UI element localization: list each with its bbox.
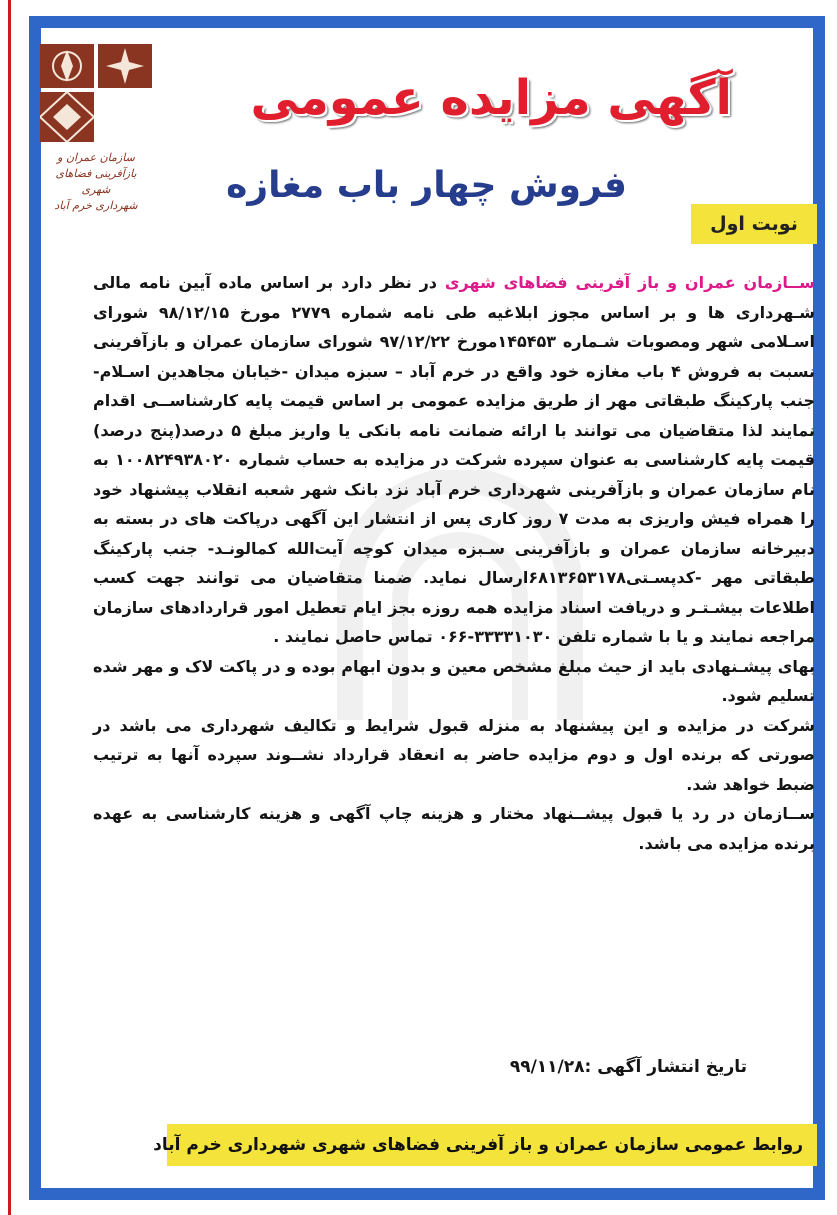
ornament-icon <box>40 44 94 88</box>
body-paragraph-2: بهای پیشـنهادی باید از حیث مبلغ مشخص معین و بدون ابهام بوده و در پاکت لاک و مهر شده تسلیم شود. <box>93 656 815 705</box>
logo-caption-line-3: شهرداری خرم آباد <box>54 199 138 212</box>
left-red-rule <box>8 0 11 1215</box>
notice-subtitle: فروش چهار باب مغازه <box>226 165 627 206</box>
logo-tile-top-right <box>98 44 152 88</box>
logo-tile-top-left <box>40 44 94 88</box>
lattice-ornament-icon <box>40 92 94 142</box>
body-paragraph-1-text: در نظر دارد بر اساس ماده آیین نامه مالی شـهرداری ها و بر اساس مجوز ابلاغیه طی نامه شماره ۲۷۷۹ مورخ ۹۸/۱۲/۱۵ شورای اسـلامی شهر ومصوبات شـماره ۱۴۵۴۵۳مورخ ۹۷/۱۲/۲۲ شورای سازمان عمران و بازآفرینی نسبت به فروش ۴ باب مغازه خود واقع در خرم آباد – سبزه میدان -خیابان مجاهدین اسـلام- جنب پارکینگ طبقاتی مهر از طریق مزایده عمومی بر اساس قیمت پایه کارشناســی اقدام نمایند لذا متقاضیان می توانند با ارائه ضمانت نامه بانکی یا واریز مبلغ ۵ درصد(پنج درصد) قیمت پایه کارشناسی به عنوان سپرده شرکت در مزایده به حساب شماره ۱۰۰۸۲۴۹۳۸۰۲۰ به نام سازمان عمران و بازآفرینی شهرداری خرم آباد نزد بانک شهر شعبه انقلاب پیشنهاد خود را همراه فیش واریزی به مدت ۷ روز کاری پس از انتشار این آگهی درپاکت های در بسته به دبیرخانه سازمان عمران و بازآفرینی سـبزه میدان کوچه آیت‌الله کمالونـد- جنب پارکینگ طبقاتی مهر -کدپسـتی۶۸۱۳۶۵۳۱۷۸ارسال نماید. ضمنا متقاضیان می توانند جهت کسب اطلاعات بیشـتـر و دریافت اسناد مزایده همه روزه بجز ایام تعطیل امور قراردادهای سازمان مراجعه نمایند و یا با شماره تلفن ۳۳۳۳۱۰۳۰-۰۶۶ تماس حاصل نمایند . <box>93 273 816 646</box>
logo-tile-bottom-left <box>40 92 94 142</box>
publish-date: تاریخ انتشار آگهی :۹۹/۱۱/۲۸ <box>509 1057 747 1077</box>
logo-tile-empty <box>98 92 152 142</box>
organization-logo <box>40 44 152 234</box>
notice-body <box>93 268 815 858</box>
logo-caption <box>40 150 152 214</box>
logo-emblem <box>40 44 152 142</box>
round-badge: نوبت اول <box>691 204 817 244</box>
body-paragraph-3: شرکت در مزایده و این پیشنهاد به منزله قبول شرایط و تکالیف شهرداری می باشد در صورتی که برنده اول و دوم مزایده حاضر به انعقاد قرارداد نشــوند سپرده آنها به ترتیب ضبط خواهد شد. <box>93 715 815 794</box>
logo-caption-line-1: سازمان عمران و <box>57 151 135 164</box>
organization-name: ســازمان عمران و باز آفرینی فضاهای شهری <box>444 273 815 292</box>
star-ornament-icon <box>98 44 152 88</box>
notice-title: آگهی مزایده عمومی <box>250 70 732 126</box>
public-relations-footer: روابط عمومی سازمان عمران و باز آفرینی فضاهای شهری شهرداری خرم آباد <box>167 1124 817 1166</box>
body-paragraph-1 <box>93 268 815 652</box>
body-paragraph-4: ســازمان در رد یا قبول پیشــنهاد مختار و هزینه چاپ آگهی و هزینه کارشناسی به عهده برنده مزایده می باشد. <box>93 804 815 853</box>
logo-caption-line-2: بازآفرینی فضاهای شهری <box>55 167 137 196</box>
